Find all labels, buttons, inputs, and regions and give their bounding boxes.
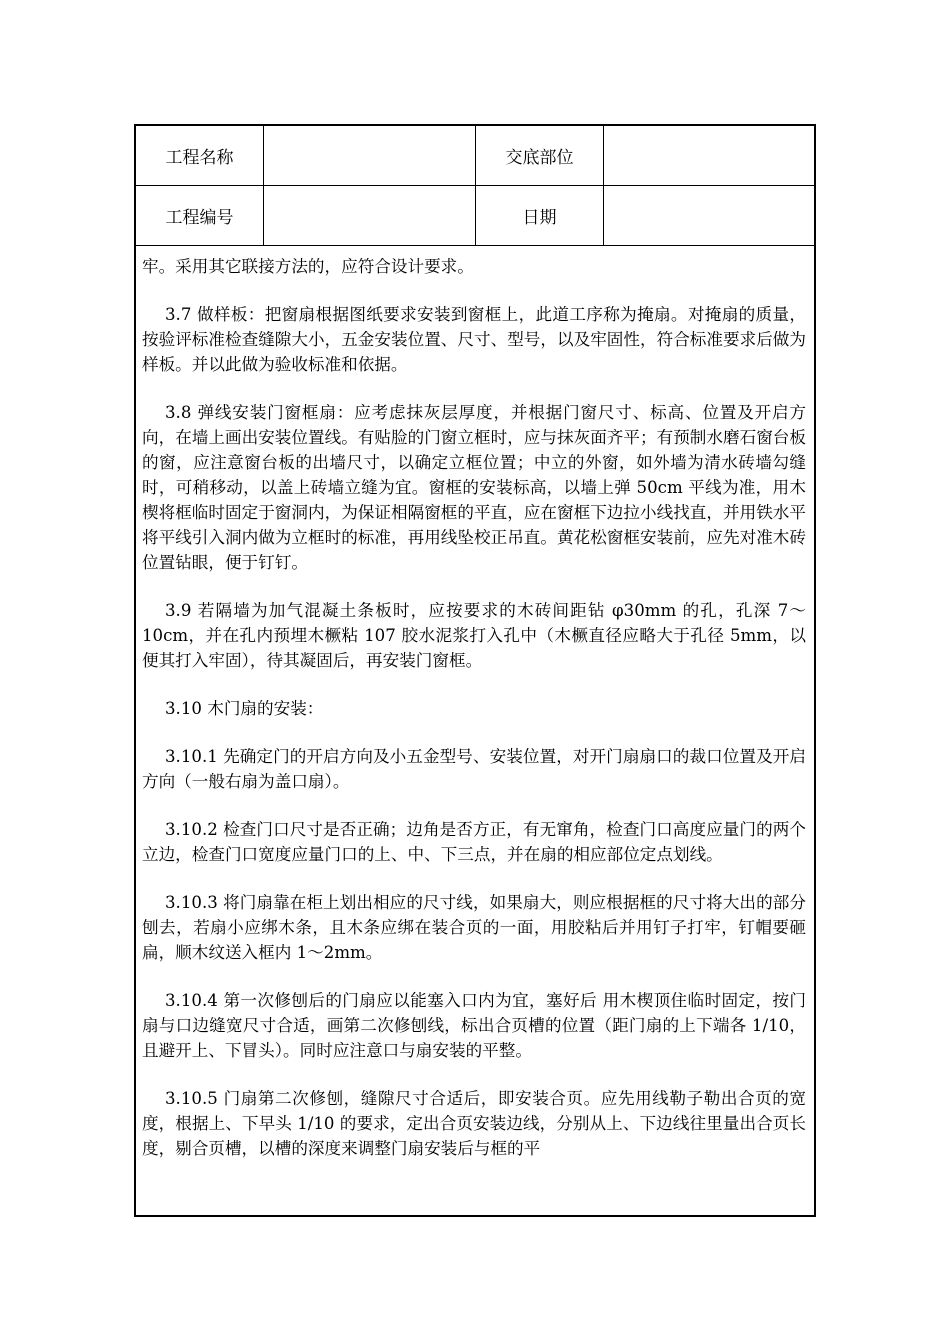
header-row-2: [136, 185, 814, 246]
paragraph: 3.9 若隔墙为加气混凝土条板时，应按要求的木砖间距钻 φ30mm 的孔，孔深 7～10cm，并在孔内预埋木橛粘 107 胶水泥浆打入孔中（木橛直径应略大于孔径 5mm，以便其打入牢固），待其凝固后，再安装门窗框。: [142, 601, 806, 670]
handover-part-label: 交底部位: [476, 126, 604, 185]
paragraph: 牢。采用其它联接方法的，应符合设计要求。: [142, 257, 474, 276]
project-name-value: [264, 126, 476, 185]
project-number-label: 工程编号: [136, 185, 264, 245]
handover-part-value: [604, 126, 814, 185]
paragraph: 3.10.5 门扇第二次修刨，缝隙尺寸合适后，即安装合页。应先用线勒子勒出合页的宽度，根据上、下早头 1/10 的要求，定出合页安装边线，分别从上、下边线往里量出合页长度，剔合页槽，以槽的深度来调整门扇安装后与框的平: [142, 1089, 806, 1158]
document-frame: [134, 124, 816, 1217]
date-label: 日期: [476, 185, 604, 245]
paragraph: 3.10.2 检查门口尺寸是否正确；边角是否方正，有无窜角，检查门口高度应量门的两个立边，检查门口宽度应量门口的上、中、下三点，并在扇的相应部位定点划线。: [142, 820, 806, 864]
paragraph: 3.10 木门扇的安装：: [165, 699, 324, 718]
paragraph: 3.7 做样板：把窗扇根据图纸要求安装到窗框上，此道工序称为掩扇。对掩扇的质量，按验评标准检查缝隙大小，五金安装位置、尺寸、型号，以及牢固性，符合标准要求后做为样板。并以此做为验收标准和依据。: [142, 305, 806, 374]
paragraph: 3.10.1 先确定门的开启方向及小五金型号、安装位置，对开门扇扇口的裁口位置及开启方向（一般右扇为盖口扇）。: [142, 747, 806, 791]
header-row-1: [136, 126, 814, 186]
date-value: [604, 185, 814, 245]
paragraph: 3.10.4 第一次修刨后的门扇应以能塞入口内为宜，塞好后 用木楔顶住临时固定，按门扇与口边缝宽尺寸合适，画第二次修刨线，标出合页槽的位置（距门扇的上下端各 1/10，且避开上、下冒头）。同时应注意口与扇安装的平整。: [142, 991, 806, 1060]
project-name-label: 工程名称: [136, 126, 264, 185]
project-number-value: [264, 185, 476, 245]
paragraph: 3.8 弹线安装门窗框扇：应考虑抹灰层厚度，并根据门窗尺寸、标高、位置及开启方向，在墙上画出安装位置线。有贴脸的门窗立框时，应与抹灰面齐平；有预制水磨石窗台板的窗，应注意窗台板的出墙尺寸，以确定立框位置；中立的外窗，如外墙为清水砖墙勾缝时，可稍移动，以盖上砖墙立缝为宜。窗框的安装标高，以墙上弹 50cm 平线为准，用木楔将框临时固定于窗洞内，为保证相隔窗框的平直，应在窗框下边拉小线找直，并用铁水平将平线引入洞内做为立框时的标准，再用线坠校正吊直。黄花松窗框安装前，应先对准木砖位置钻眼，便于钉钉。: [142, 403, 806, 572]
paragraph: 3.10.3 将门扇靠在柜上划出相应的尺寸线，如果扇大，则应根据框的尺寸将大出的部分刨去，若扇小应绑木条，且木条应绑在装合页的一面，用胶粘后并用钉子打牢，钉帽要砸扁，顺木纹送入框内 1～2mm。: [142, 893, 806, 962]
body-text: [142, 254, 806, 1184]
